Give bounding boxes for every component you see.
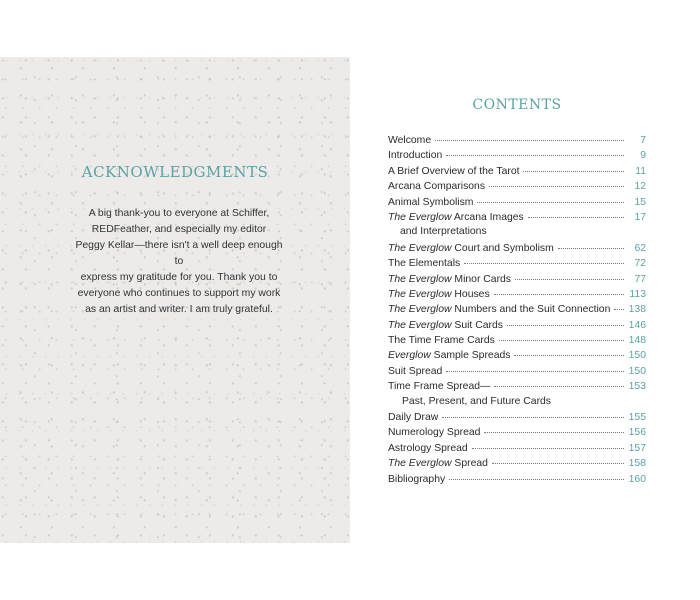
toc-entry-title <box>388 195 473 210</box>
toc-leader-dots <box>523 161 624 172</box>
toc-page-number: 77 <box>634 273 646 285</box>
toc-page-number: 62 <box>634 242 646 254</box>
ack-line: REDFeather, and especially my editor <box>91 224 267 235</box>
toc-entry-text: Time Frame Spread— <box>388 381 491 393</box>
toc-page-number: 15 <box>634 196 646 208</box>
toc-leader-dots <box>489 176 624 187</box>
toc-page-number: 113 <box>629 288 646 300</box>
toc-line <box>388 286 646 301</box>
toc-entry-text: Introduction <box>388 150 443 162</box>
toc-entry-text: Spread <box>451 458 488 470</box>
table-of-contents <box>388 132 646 486</box>
toc-page-number: 157 <box>628 442 646 454</box>
toc-entry-italic: The Everglow <box>388 288 452 300</box>
toc-entry-title <box>388 318 503 333</box>
toc-entry-title <box>388 379 490 394</box>
toc-entry-title <box>388 410 438 425</box>
ack-line: everyone who continues to support my work <box>77 288 281 299</box>
toc-leader-dots <box>514 345 624 356</box>
ack-line: as an artist and writer. I am truly grateful. <box>85 304 273 315</box>
toc-page-number: 138 <box>628 304 646 316</box>
toc-entry-title <box>388 148 442 163</box>
toc-leader-dots <box>528 207 624 218</box>
toc-entry-title <box>388 133 431 148</box>
toc-page-number: 158 <box>628 458 646 470</box>
toc-entry-text: Astrology Spread <box>388 442 468 454</box>
toc-entry <box>388 209 646 240</box>
toc-leader-dots <box>492 453 624 464</box>
toc-entry-text: The Elementals <box>388 258 461 270</box>
toc-leader-dots <box>446 361 624 372</box>
toc-entry-text: Suit Cards <box>451 319 503 331</box>
toc-page-number: 148 <box>628 335 646 347</box>
toc-line <box>388 378 646 393</box>
toc-entry-italic: Everglow <box>388 350 431 362</box>
toc-page-number: 7 <box>640 135 646 146</box>
toc-entry-italic: The Everglow <box>388 319 452 331</box>
toc-entry-text: Suit Spread <box>388 365 443 377</box>
toc-leader-dots <box>515 269 624 280</box>
toc-entry-title <box>388 287 490 302</box>
toc-entry-text: Welcome <box>388 135 432 146</box>
toc-entry-text: Arcana Images <box>451 211 524 223</box>
toc-page-number: 155 <box>628 412 646 424</box>
toc-leader-dots <box>494 284 624 295</box>
toc-entry-title <box>388 333 495 348</box>
toc-entry-title <box>388 272 511 287</box>
toc-page-number: 156 <box>628 427 646 439</box>
toc-leader-dots <box>442 407 624 418</box>
toc-page-number: 150 <box>628 365 646 377</box>
toc-leader-dots <box>499 330 624 341</box>
toc-entry-text: Sample Spreads <box>430 350 511 362</box>
toc-leader-dots <box>449 469 624 480</box>
toc-entry-text: Arcana Comparisons <box>388 181 486 193</box>
toc-entry-text: Bibliography <box>388 473 446 485</box>
toc-leader-dots <box>558 238 624 249</box>
toc-entry-text: A Brief Overview of the Tarot <box>388 165 520 177</box>
toc-entry-continuation: and Interpretations <box>400 226 487 238</box>
toc-page-number: 12 <box>634 181 646 193</box>
toc-line <box>388 471 646 486</box>
toc-entry <box>388 378 646 409</box>
toc-entry <box>388 286 646 301</box>
toc-page-number: 146 <box>628 319 646 331</box>
ack-line: express my gratitude for you. Thank you to <box>80 272 278 283</box>
toc-leader-dots <box>477 192 624 203</box>
toc-entry-italic: The Everglow <box>388 211 452 223</box>
toc-entry <box>388 471 646 486</box>
toc-entry-text: Minor Cards <box>451 273 512 285</box>
toc-leader-dots <box>507 315 624 326</box>
toc-entry-title <box>388 256 460 271</box>
toc-page-number: 17 <box>634 211 646 223</box>
toc-leader-dots <box>494 376 624 387</box>
toc-entry-title <box>388 364 442 379</box>
toc-entry-italic: The Everglow <box>388 458 452 470</box>
toc-page-number: 72 <box>634 258 646 270</box>
toc-entry-text: Houses <box>451 288 490 300</box>
toc-entry-text: Animal Symbolism <box>388 196 474 208</box>
toc-line <box>388 209 646 224</box>
toc-entry-text: Numbers and the Suit Connection <box>451 304 611 316</box>
contents-title: CONTENTS <box>472 97 562 113</box>
toc-entry-title <box>388 441 468 456</box>
ack-line: A big thank-you to everyone at Schiffer, <box>88 208 270 219</box>
toc-entry-text: Numerology Spread <box>388 427 481 439</box>
toc-page-number: 9 <box>640 150 646 162</box>
acknowledgments-title: ACKNOWLEDGMENTS <box>81 163 269 181</box>
toc-entry-title <box>388 179 485 194</box>
toc-leader-dots <box>614 299 624 310</box>
toc-page-number: 11 <box>635 165 646 177</box>
acknowledgments-body <box>72 206 286 318</box>
toc-leader-dots <box>484 422 624 433</box>
toc-leader-dots <box>435 130 624 141</box>
toc-entry-text: Daily Draw <box>388 412 439 424</box>
toc-entry-title <box>388 425 480 440</box>
toc-page-number: 150 <box>628 350 646 362</box>
toc-entry-italic: The Everglow <box>388 273 452 285</box>
ack-line: Peggy Kellar—there isn't a well deep enough to <box>75 240 283 267</box>
toc-leader-dots <box>472 438 624 449</box>
toc-page-number: 160 <box>628 473 646 485</box>
toc-entry-title <box>388 472 445 487</box>
toc-page-number: 153 <box>628 381 646 393</box>
toc-entry-continuation: Past, Present, and Future Cards <box>402 395 552 407</box>
toc-leader-dots <box>446 145 624 156</box>
toc-entry-title <box>388 210 524 225</box>
toc-entry-text: The Time Frame Cards <box>388 335 495 347</box>
toc-leader-dots <box>464 253 624 264</box>
toc-entry-italic: The Everglow <box>388 304 452 316</box>
toc-entry-text: Court and Symbolism <box>451 242 554 254</box>
toc-entry-italic: The Everglow <box>388 242 452 254</box>
